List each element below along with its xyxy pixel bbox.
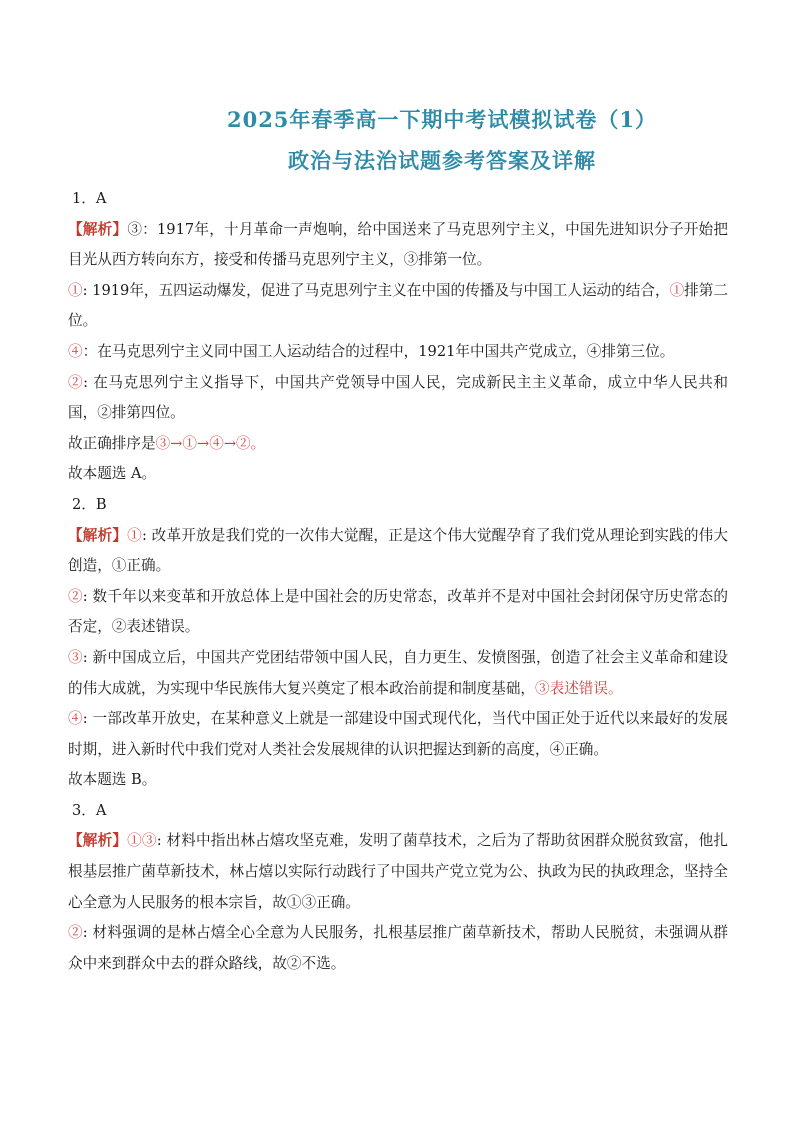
analysis-line — [68, 582, 728, 643]
marker: ①③ — [127, 832, 157, 850]
marker: ① — [68, 281, 83, 299]
analysis-line — [68, 276, 728, 337]
conclusion: 故本题选 B。 — [68, 771, 157, 789]
analysis-text: 排第二位。 — [68, 281, 728, 330]
page-subtitle: 政治与法治试题参考答案及详解 — [288, 148, 596, 173]
marker: ① — [669, 281, 685, 299]
analysis-text: : 材料中指出林占熺攻坚克难，发明了菌草技术，之后为了帮助贫困群众脱贫致富，他扎根基层推广菌草新技术，林占熺以实际行动践行了中国共产党立党为公、执政为民的执政理念，坚持全心全意为人民服务的根本宗旨，故①③正确。 — [68, 832, 728, 911]
analysis-text: : 一部改革开放史，在某种意义上就是一部建设中国式现代化，当代中国正处于近代以来最好的发展时期，进入新时代中我们党对人类社会发展规律的认识把握达到新的高度，④正确。 — [68, 710, 728, 758]
marker: ① — [127, 526, 142, 544]
marker: ② — [68, 373, 84, 391]
analysis-line — [68, 337, 728, 368]
analysis-text: : 改革开放是我们党的一次伟大觉醒，正是这个伟大觉醒孕育了我们党从理论到实践的伟大创造，①正确。 — [68, 526, 728, 575]
order-prefix: 故正确排序是 — [68, 434, 156, 452]
analysis-line — [68, 704, 728, 765]
analysis-tag: 【解析】 — [68, 220, 128, 238]
analysis-tag: 【解析】 — [68, 832, 128, 850]
analysis-text: : 1919年，五四运动爆发，促进了马克思列宁主义在中国的传播及与中国工人运动的结合， — [82, 281, 670, 299]
analysis-line — [68, 918, 728, 979]
marker: ② — [68, 587, 83, 605]
analysis-line — [68, 215, 728, 276]
question-number: 3．A — [72, 801, 107, 819]
analysis-line — [68, 521, 728, 582]
analysis-text: ：1917年，十月革命一声炮响，给中国送来了马克思列宁主义，中国先进知识分子开始把目光从西方转向东方，接受和传播马克思列宁主义，③排第一位。 — [68, 220, 728, 269]
analysis-line — [68, 643, 728, 704]
analysis-line — [68, 368, 728, 429]
analysis-line — [68, 826, 728, 918]
page-title: 2025年春季高一下期中考试模拟试卷（1） — [226, 107, 658, 132]
order-value: ③→①→④→②。 — [155, 434, 266, 452]
marker: ③ — [68, 648, 83, 666]
analysis-tag: 【解析】 — [68, 526, 128, 544]
analysis-text: : 数千年以来变革和开放总体上是中国社会的历史常态，改革并不是对中国社会封闭保守历史常态的否定，②表述错误。 — [68, 587, 728, 636]
order-line — [68, 429, 728, 460]
analysis-text: : 在马克思列宁主义指导下，中国共产党领导中国人民，完成新民主主义革命，成立中华人民共和国，②排第四位。 — [68, 373, 728, 422]
answer-content — [68, 184, 728, 979]
analysis-text: ：在马克思列宁主义同中国工人运动结合的过程中，1921年中国共产党成立，④排第三位。 — [82, 342, 675, 360]
marker: ③ — [127, 220, 143, 238]
analysis-text: : 材料强调的是林占熺全心全意为人民服务，扎根基层推广菌草新技术，帮助人民脱贫，未强调从群众中来到群众中去的群众路线，故②不选。 — [68, 924, 728, 972]
marker: ④ — [68, 342, 83, 360]
analysis-text-red: ③表述错误。 — [535, 679, 623, 697]
question-number: 1．A — [72, 190, 107, 207]
marker: ② — [68, 924, 83, 942]
conclusion: 故本题选 A。 — [68, 465, 157, 483]
analysis-text: : 新中国成立后，中国共产党团结带领中国人民，自力更生、发愤图强，创造了社会主义革命和建设的伟大成就，为实现中华民族伟大复兴奠定了根本政治前提和制度基础， — [68, 648, 728, 697]
marker: ④ — [68, 710, 83, 728]
question-number: 2．B — [72, 495, 107, 513]
